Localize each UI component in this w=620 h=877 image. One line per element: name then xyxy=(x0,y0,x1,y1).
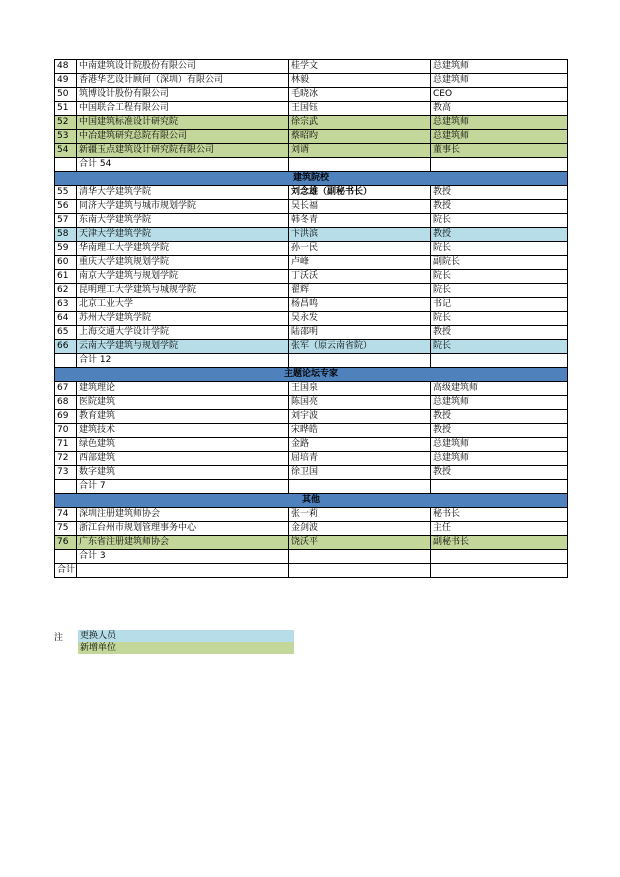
unit-cell: 香港华艺设计顾问（深圳）有限公司 xyxy=(77,74,289,88)
title-cell: 总建筑师 xyxy=(431,74,568,88)
subtotal-row xyxy=(55,550,568,564)
name-cell: 徐卫国 xyxy=(289,466,431,480)
title-cell: CEO xyxy=(431,88,568,102)
subtotal-spacer xyxy=(55,158,77,172)
name-cell: 毛晓冰 xyxy=(289,88,431,102)
table-row xyxy=(55,438,568,452)
unit-cell: 医院建筑 xyxy=(77,396,289,410)
row-number: 63 xyxy=(55,298,77,312)
subtotal-empty xyxy=(289,354,431,368)
title-cell: 副秘书长 xyxy=(431,536,568,550)
title-cell: 副院长 xyxy=(431,256,568,270)
subtotal-label: 合计 54 xyxy=(77,158,289,172)
row-number: 66 xyxy=(55,340,77,354)
row-number: 58 xyxy=(55,228,77,242)
title-cell: 院长 xyxy=(431,214,568,228)
table-row xyxy=(55,452,568,466)
unit-cell: 绿色建筑 xyxy=(77,438,289,452)
table-row xyxy=(55,340,568,354)
subtotal-empty xyxy=(431,354,568,368)
row-number: 72 xyxy=(55,452,77,466)
section-header-row xyxy=(55,172,568,186)
legend-replaced-staff: 更换人员 xyxy=(78,630,294,642)
row-number: 64 xyxy=(55,312,77,326)
title-cell: 教授 xyxy=(431,228,568,242)
table-row xyxy=(55,214,568,228)
table-row xyxy=(55,270,568,284)
subtotal-row xyxy=(55,158,568,172)
name-cell: 韩冬青 xyxy=(289,214,431,228)
row-number: 76 xyxy=(55,536,77,550)
table-row xyxy=(55,522,568,536)
unit-cell: 上海交通大学设计学院 xyxy=(77,326,289,340)
name-cell: 卞洪滨 xyxy=(289,228,431,242)
section-header: 主题论坛专家 xyxy=(55,368,568,382)
unit-cell: 广东省注册建筑师协会 xyxy=(77,536,289,550)
name-cell: 杨昌鸣 xyxy=(289,298,431,312)
subtotal-label: 合计 3 xyxy=(77,550,289,564)
title-cell: 高级建筑师 xyxy=(431,382,568,396)
name-cell: 丁沃沃 xyxy=(289,270,431,284)
table-row xyxy=(55,102,568,116)
table-row xyxy=(55,186,568,200)
name-cell: 陆邵明 xyxy=(289,326,431,340)
row-number: 68 xyxy=(55,396,77,410)
unit-cell: 中国建筑标准设计研究院 xyxy=(77,116,289,130)
row-number: 74 xyxy=(55,508,77,522)
title-cell: 院长 xyxy=(431,340,568,354)
table-row xyxy=(55,242,568,256)
table-row xyxy=(55,326,568,340)
name-cell: 蔡昭昀 xyxy=(289,130,431,144)
name-cell: 金剑波 xyxy=(289,522,431,536)
table-row xyxy=(55,396,568,410)
name-cell: 陈国亮 xyxy=(289,396,431,410)
name-cell: 王国泉 xyxy=(289,382,431,396)
title-cell: 院长 xyxy=(431,312,568,326)
row-number: 70 xyxy=(55,424,77,438)
row-number: 67 xyxy=(55,382,77,396)
total-empty xyxy=(77,564,289,578)
row-number: 73 xyxy=(55,466,77,480)
unit-cell: 浙江台州市规划管理事务中心 xyxy=(77,522,289,536)
unit-cell: 建筑理论 xyxy=(77,382,289,396)
title-cell: 教授 xyxy=(431,186,568,200)
unit-cell: 南京大学建筑与规划学院 xyxy=(77,270,289,284)
table-row xyxy=(55,508,568,522)
table-row xyxy=(55,228,568,242)
unit-cell: 清华大学建筑学院 xyxy=(77,186,289,200)
total-label: 合计 xyxy=(55,564,77,578)
table-row xyxy=(55,116,568,130)
title-cell: 院长 xyxy=(431,242,568,256)
subtotal-empty xyxy=(431,480,568,494)
name-cell: 吴长福 xyxy=(289,200,431,214)
table-row xyxy=(55,382,568,396)
name-cell: 吴永发 xyxy=(289,312,431,326)
row-number: 75 xyxy=(55,522,77,536)
title-cell: 教授 xyxy=(431,200,568,214)
title-cell: 院长 xyxy=(431,284,568,298)
table-row xyxy=(55,312,568,326)
name-cell: 卢峰 xyxy=(289,256,431,270)
unit-cell: 建筑技术 xyxy=(77,424,289,438)
unit-cell: 苏州大学建筑学院 xyxy=(77,312,289,326)
row-number: 53 xyxy=(55,130,77,144)
title-cell: 总建筑师 xyxy=(431,438,568,452)
unit-cell: 西部建筑 xyxy=(77,452,289,466)
table-row xyxy=(55,410,568,424)
unit-cell: 重庆大学建筑规划学院 xyxy=(77,256,289,270)
subtotal-spacer xyxy=(55,354,77,368)
title-cell: 董事长 xyxy=(431,144,568,158)
name-cell: 刘宇波 xyxy=(289,410,431,424)
unit-cell: 新疆玉点建筑设计研究院有限公司 xyxy=(77,144,289,158)
name-cell: 金路 xyxy=(289,438,431,452)
row-number: 62 xyxy=(55,284,77,298)
title-cell: 教授 xyxy=(431,424,568,438)
subtotal-empty xyxy=(289,158,431,172)
total-row xyxy=(55,564,568,578)
row-number: 49 xyxy=(55,74,77,88)
title-cell: 教高 xyxy=(431,102,568,116)
name-cell: 桂学文 xyxy=(289,60,431,74)
unit-cell: 云南大学建筑与规划学院 xyxy=(77,340,289,354)
title-cell: 教授 xyxy=(431,326,568,340)
row-number: 59 xyxy=(55,242,77,256)
subtotal-spacer xyxy=(55,550,77,564)
table-row xyxy=(55,88,568,102)
row-number: 61 xyxy=(55,270,77,284)
table-row xyxy=(55,200,568,214)
name-cell: 屈培青 xyxy=(289,452,431,466)
unit-cell: 中冶建筑研究总院有限公司 xyxy=(77,130,289,144)
total-empty xyxy=(431,564,568,578)
unit-cell: 天津大学建筑学院 xyxy=(77,228,289,242)
title-cell: 总建筑师 xyxy=(431,116,568,130)
title-cell: 教授 xyxy=(431,466,568,480)
subtotal-row xyxy=(55,354,568,368)
row-number: 57 xyxy=(55,214,77,228)
name-cell: 翟辉 xyxy=(289,284,431,298)
title-cell: 总建筑师 xyxy=(431,130,568,144)
table-row xyxy=(55,144,568,158)
row-number: 50 xyxy=(55,88,77,102)
title-cell: 教授 xyxy=(431,410,568,424)
table-row xyxy=(55,298,568,312)
name-cell: 徐宗武 xyxy=(289,116,431,130)
table-row xyxy=(55,466,568,480)
name-cell: 刘谞 xyxy=(289,144,431,158)
section-header-row xyxy=(55,368,568,382)
name-cell: 王国钰 xyxy=(289,102,431,116)
unit-cell: 数字建筑 xyxy=(77,466,289,480)
name-cell: 张一莉 xyxy=(289,508,431,522)
subtotal-row xyxy=(55,480,568,494)
table-row xyxy=(55,284,568,298)
unit-cell: 东南大学建筑学院 xyxy=(77,214,289,228)
subtotal-empty xyxy=(289,480,431,494)
name-cell: 宋晔皓 xyxy=(289,424,431,438)
row-number: 52 xyxy=(55,116,77,130)
member-table xyxy=(54,59,568,578)
title-cell: 秘书长 xyxy=(431,508,568,522)
table-row xyxy=(55,130,568,144)
name-cell: 张军（原云南省院） xyxy=(289,340,431,354)
subtotal-empty xyxy=(431,550,568,564)
section-header: 建筑院校 xyxy=(55,172,568,186)
unit-cell: 中南建筑设计院股份有限公司 xyxy=(77,60,289,74)
table-row xyxy=(55,536,568,550)
name-cell: 孙一民 xyxy=(289,242,431,256)
legend-new-unit: 新增单位 xyxy=(78,642,294,654)
subtotal-label: 合计 7 xyxy=(77,480,289,494)
unit-cell: 华南理工大学建筑学院 xyxy=(77,242,289,256)
subtotal-spacer xyxy=(55,480,77,494)
row-number: 55 xyxy=(55,186,77,200)
unit-cell: 教育建筑 xyxy=(77,410,289,424)
unit-cell: 中国联合工程有限公司 xyxy=(77,102,289,116)
row-number: 69 xyxy=(55,410,77,424)
unit-cell: 昆明理工大学建筑与城规学院 xyxy=(77,284,289,298)
row-number: 65 xyxy=(55,326,77,340)
table-row xyxy=(55,74,568,88)
row-number: 71 xyxy=(55,438,77,452)
total-empty xyxy=(289,564,431,578)
member-table-body xyxy=(55,60,568,578)
title-cell: 总建筑师 xyxy=(431,452,568,466)
subtotal-empty xyxy=(289,550,431,564)
row-number: 48 xyxy=(55,60,77,74)
title-cell: 书记 xyxy=(431,298,568,312)
title-cell: 总建筑师 xyxy=(431,396,568,410)
name-cell: 林毅 xyxy=(289,74,431,88)
table-row xyxy=(55,256,568,270)
title-cell: 总建筑师 xyxy=(431,60,568,74)
row-number: 60 xyxy=(55,256,77,270)
unit-cell: 北京工业大学 xyxy=(77,298,289,312)
title-cell: 院长 xyxy=(431,270,568,284)
legend-label: 注 xyxy=(54,633,64,643)
row-number: 56 xyxy=(55,200,77,214)
section-header-row xyxy=(55,494,568,508)
subtotal-label: 合计 12 xyxy=(77,354,289,368)
unit-cell: 同济大学建筑与城市规划学院 xyxy=(77,200,289,214)
section-header: 其他 xyxy=(55,494,568,508)
subtotal-empty xyxy=(431,158,568,172)
unit-cell: 深圳注册建筑师协会 xyxy=(77,508,289,522)
row-number: 54 xyxy=(55,144,77,158)
row-number: 51 xyxy=(55,102,77,116)
title-cell: 主任 xyxy=(431,522,568,536)
table-row xyxy=(55,60,568,74)
unit-cell: 筑博设计股份有限公司 xyxy=(77,88,289,102)
table-row xyxy=(55,424,568,438)
name-cell: 饶沃平 xyxy=(289,536,431,550)
name-cell: 刘念雄（副秘书长） xyxy=(289,186,431,200)
